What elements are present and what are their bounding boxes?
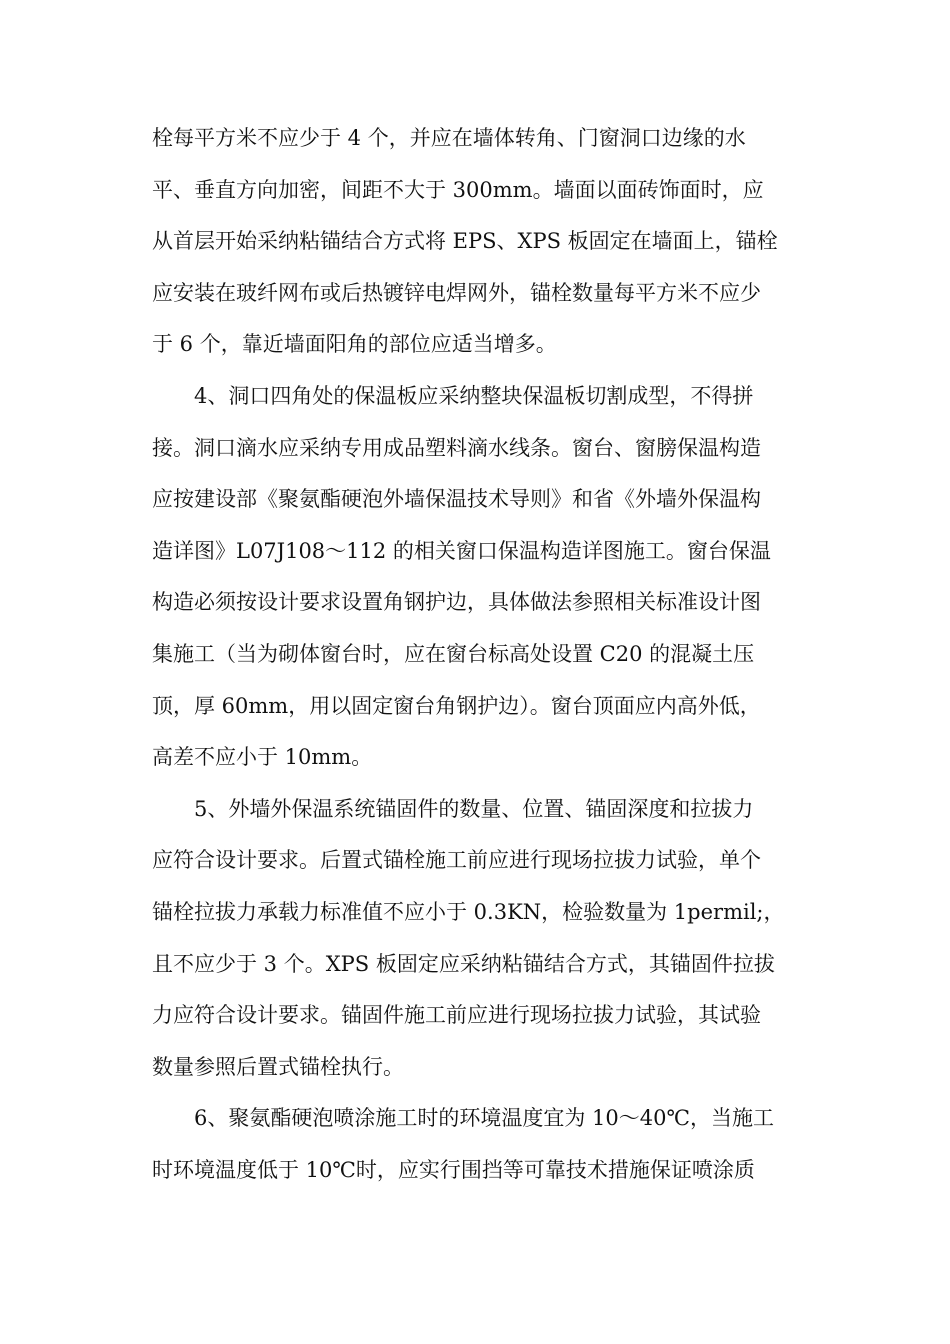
- text-line: 集施工（当为砌体窗台时，应在窗台标高处设置 C20 的混凝土压: [152, 641, 755, 666]
- text-line: 造详图》L07J108～112 的相关窗口保温构造详图施工。窗台保温: [152, 538, 771, 563]
- text-line: 高差不应小于 10mm。: [152, 745, 373, 770]
- text-line: 时环境温度低于 10℃时，应实行围挡等可靠技术措施保证喷涂质: [152, 1157, 755, 1182]
- text-line: 应安装在玻纤网布或后热镀锌电焊网外，锚栓数量每平方米不应少: [152, 280, 761, 305]
- text-line: 5、外墙外保温系统锚固件的数量、位置、锚固深度和拉拔力: [152, 796, 754, 821]
- text-line: 应符合设计要求。后置式锚栓施工前应进行现场拉拔力试验，单个: [152, 848, 761, 873]
- text-line: 接。洞口滴水应采纳专用成品塑料滴水线条。窗台、窗膀保温构造: [152, 435, 761, 460]
- body-text: [152, 113, 802, 1196]
- text-line: 且不应少于 3 个。XPS 板固定应采纳粘锚结合方式，其锚固件拉拔: [152, 951, 775, 976]
- text-line: 6、聚氨酯硬泡喷涂施工时的环境温度宜为 10～40℃，当施工: [152, 1106, 774, 1131]
- text-line: 于 6 个，靠近墙面阳角的部位应适当增多。: [152, 332, 557, 357]
- text-line: 平、垂直方向加密，间距不大于 300mm。墙面以面砖饰面时，应: [152, 177, 764, 202]
- text-line: 数量参照后置式锚栓执行。: [152, 1054, 404, 1079]
- text-line: 顶，厚 60mm，用以固定窗台角钢护边）。窗台顶面应内高外低，: [152, 693, 761, 718]
- text-line: 构造必须按设计要求设置角钢护边，具体做法参照相关标准设计图: [152, 590, 761, 615]
- text-line: 4、洞口四角处的保温板应采纳整块保温板切割成型，不得拼: [152, 383, 754, 408]
- text-line: 从首层开始采纳粘锚结合方式将 EPS、XPS 板固定在墙面上，锚栓: [152, 229, 778, 254]
- text-line: 栓每平方米不应少于 4 个，并应在墙体转角、门窗洞口边缘的水: [152, 126, 746, 150]
- text-line: 力应符合设计要求。锚固件施工前应进行现场拉拔力试验，其试验: [152, 1003, 761, 1028]
- text-line: 锚栓拉拔力承载力标准值不应小于 0.3KN，检验数量为 1permil;，: [152, 899, 785, 924]
- text-line: 应按建设部《聚氨酯硬泡外墙保温技术导则》和省《外墙外保温构: [152, 487, 761, 512]
